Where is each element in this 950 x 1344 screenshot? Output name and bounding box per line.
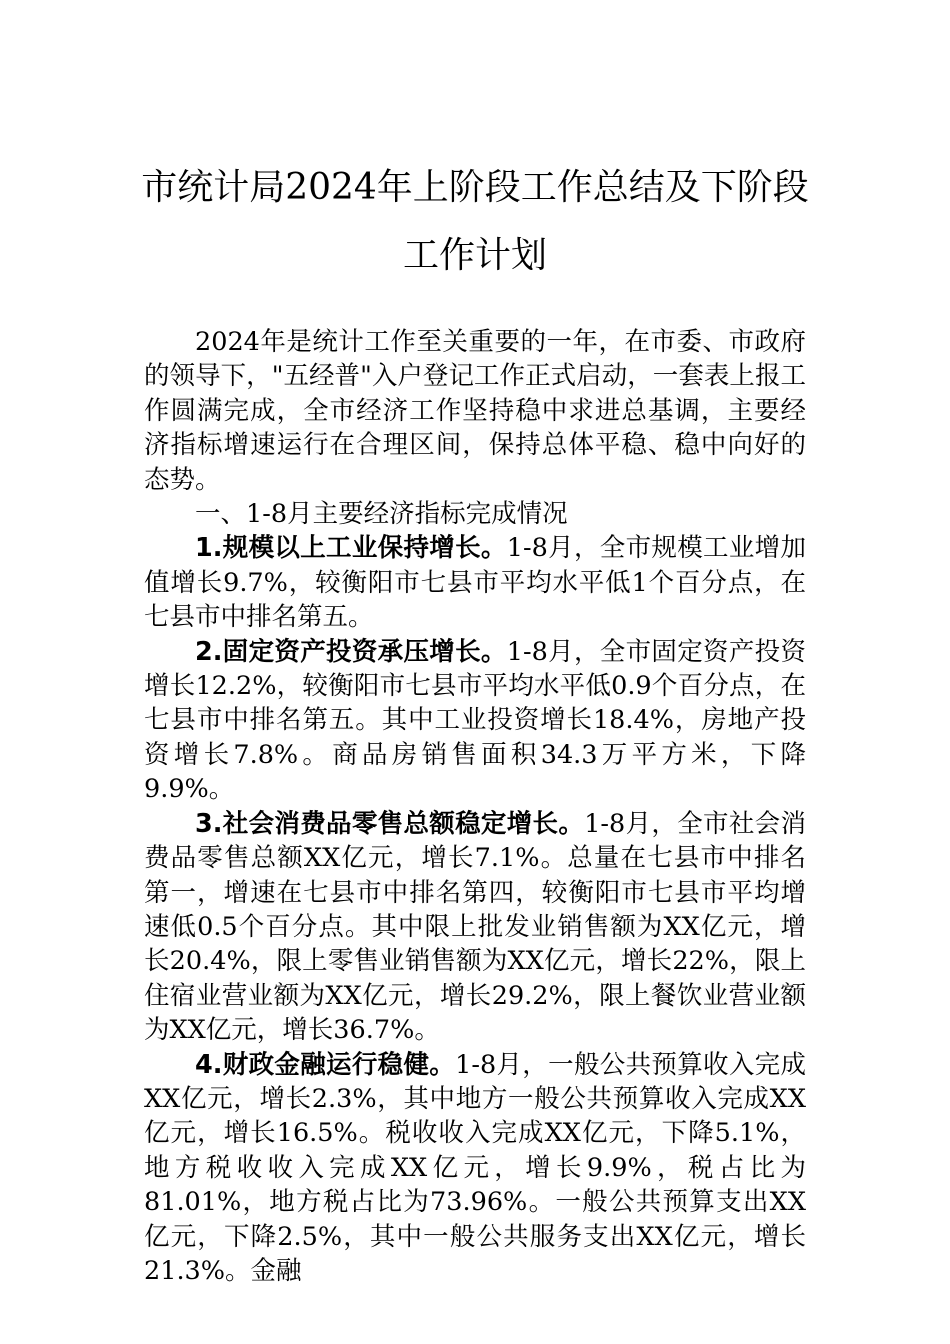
indicator-text-3: 1-8月，全市社会消费品零售总额XX亿元，增长7.1%。总量在七县市中排名第一，增速在七县市中排名第四，较衡阳市七县市平均增速低0.5个百分点。其中限上批发业销售额为XX亿元，增长20.4%，限上零售业销售额为XX亿元，增长22%，限上住宿业营业额为XX亿元，增长29.2%，限上餐饮业营业额为XX亿元，增长36.7%。	[144, 808, 806, 1046]
document-title-line2: 工作计划	[402, 235, 547, 276]
indicator-paragraph-1	[144, 531, 806, 634]
indicator-text-2: 1-8月，全市固定资产投资增长12.2%，较衡阳市七县市平均水平低0.9个百分点，在七县市中排名第五。其中工业投资增长18.4%，房地产投资增长7.8%。商品房销售面积34.3万平方米，下降9.9%。	[144, 636, 806, 805]
indicator-lead-1: 1.规模以上工业保持增长。	[195, 533, 507, 564]
indicator-paragraph-2	[144, 635, 806, 807]
indicator-text-4: 1-8月，一般公共预算收入完成XX亿元，增长2.3%，其中地方一般公共预算收入完成XX亿元，增长16.5%。税收收入完成XX亿元，下降5.1%，地方税收收入完成XX亿元，增长9.9%，税占比为81.01%，地方税占比为73.96%。一般公共预算支出XX亿元，下降2.5%，其中一般公共服务支出XX亿元，增长21.3%。金融	[144, 1049, 806, 1286]
indicator-paragraph-3	[144, 807, 806, 1048]
indicator-paragraph-4	[144, 1048, 806, 1289]
intro-paragraph: 2024年是统计工作至关重要的一年，在市委、市政府的领导下，"五经普"入户登记工作正式启动，一套表上报工作圆满完成，全市经济工作坚持稳中求进总基调，主要经济指标增速运行在合理区间，保持总体平稳、稳中向好的态势。	[144, 327, 806, 495]
indicator-lead-2: 2.固定资产投资承压增长。	[195, 636, 507, 667]
indicator-lead-4: 4.财政金融运行稳健。	[195, 1049, 456, 1080]
document-title-line1: 市统计局2024年上阶段工作总结及下阶段	[141, 167, 809, 208]
indicator-lead-3: 3.社会消费品零售总额稳定增长。	[195, 808, 585, 839]
section-heading: 一、1-8月主要经济指标完成情况	[195, 499, 568, 530]
document-body	[144, 325, 806, 1288]
indicator-text-1: 1-8月，全市规模工业增加值增长9.7%，较衡阳市七县市平均水平低1个百分点，在七县市中排名第五。	[144, 533, 806, 633]
